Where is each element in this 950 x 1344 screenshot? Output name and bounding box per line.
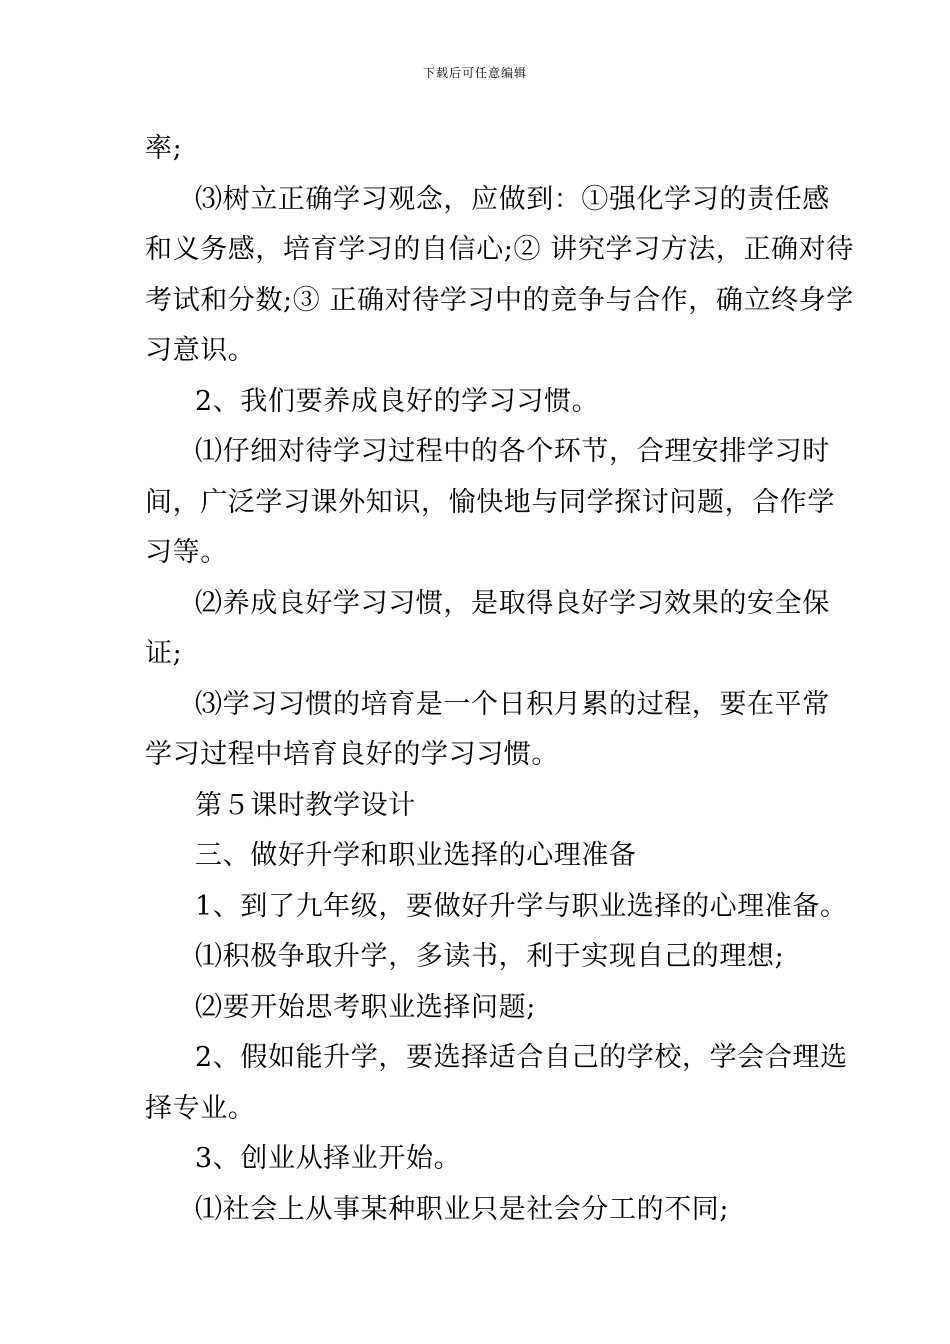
text-line: 证; — [145, 638, 183, 669]
text-line: 3、创业从择业开始。 — [195, 1143, 462, 1174]
text-line: ⑶学习习惯的培育是一个日积月累的过程，要在平常 — [195, 688, 830, 720]
text-line: 考试和分数;③ 正确对待学习中的竞争与合作，确立终身学 — [145, 284, 854, 316]
page-header: 下载后可任意编辑 — [422, 66, 527, 80]
text-line: 1、到了九年级，要做好升学与职业选择的心理准备。 — [195, 890, 848, 922]
text-line: ⑴社会上从事某种职业只是社会分工的不同; — [195, 1193, 730, 1225]
text-line: 习意识。 — [145, 335, 256, 366]
text-line: ⑵要开始思考职业选择问题; — [195, 991, 536, 1023]
text-line: 2、我们要养成良好的学习习惯。 — [195, 385, 600, 417]
text-line: 学习过程中培育良好的学习习惯。 — [145, 739, 559, 770]
text-line: ⑶树立正确学习观念，应做到：①强化学习的责任感 — [195, 183, 830, 215]
text-line: 和义务感，培育学习的自信心;② 讲究学习方法，正确对待 — [145, 234, 854, 265]
text-line: 第５课时教学设计 — [195, 789, 416, 821]
text-line: 习等。 — [145, 537, 228, 568]
text-line: ⑴积极争取升学，多读书，利于实现自己的理想; — [195, 941, 785, 972]
text-line: 2、假如能升学，要选择适合自己的学校，学会合理选 — [195, 1042, 848, 1073]
text-line: 率; — [145, 133, 183, 164]
text-line: 择专业。 — [145, 1092, 256, 1124]
text-line: 间，广泛学习课外知识，愉快地与同学探讨问题，合作学 — [145, 486, 835, 518]
document-body — [145, 124, 854, 1235]
text-line: ⑵养成良好学习习惯，是取得良好学习效果的安全保 — [195, 587, 830, 619]
text-line: 三、做好升学和职业选择的心理准备 — [195, 840, 637, 871]
text-line: ⑴仔细对待学习过程中的各个环节，合理安排学习时 — [195, 436, 830, 467]
